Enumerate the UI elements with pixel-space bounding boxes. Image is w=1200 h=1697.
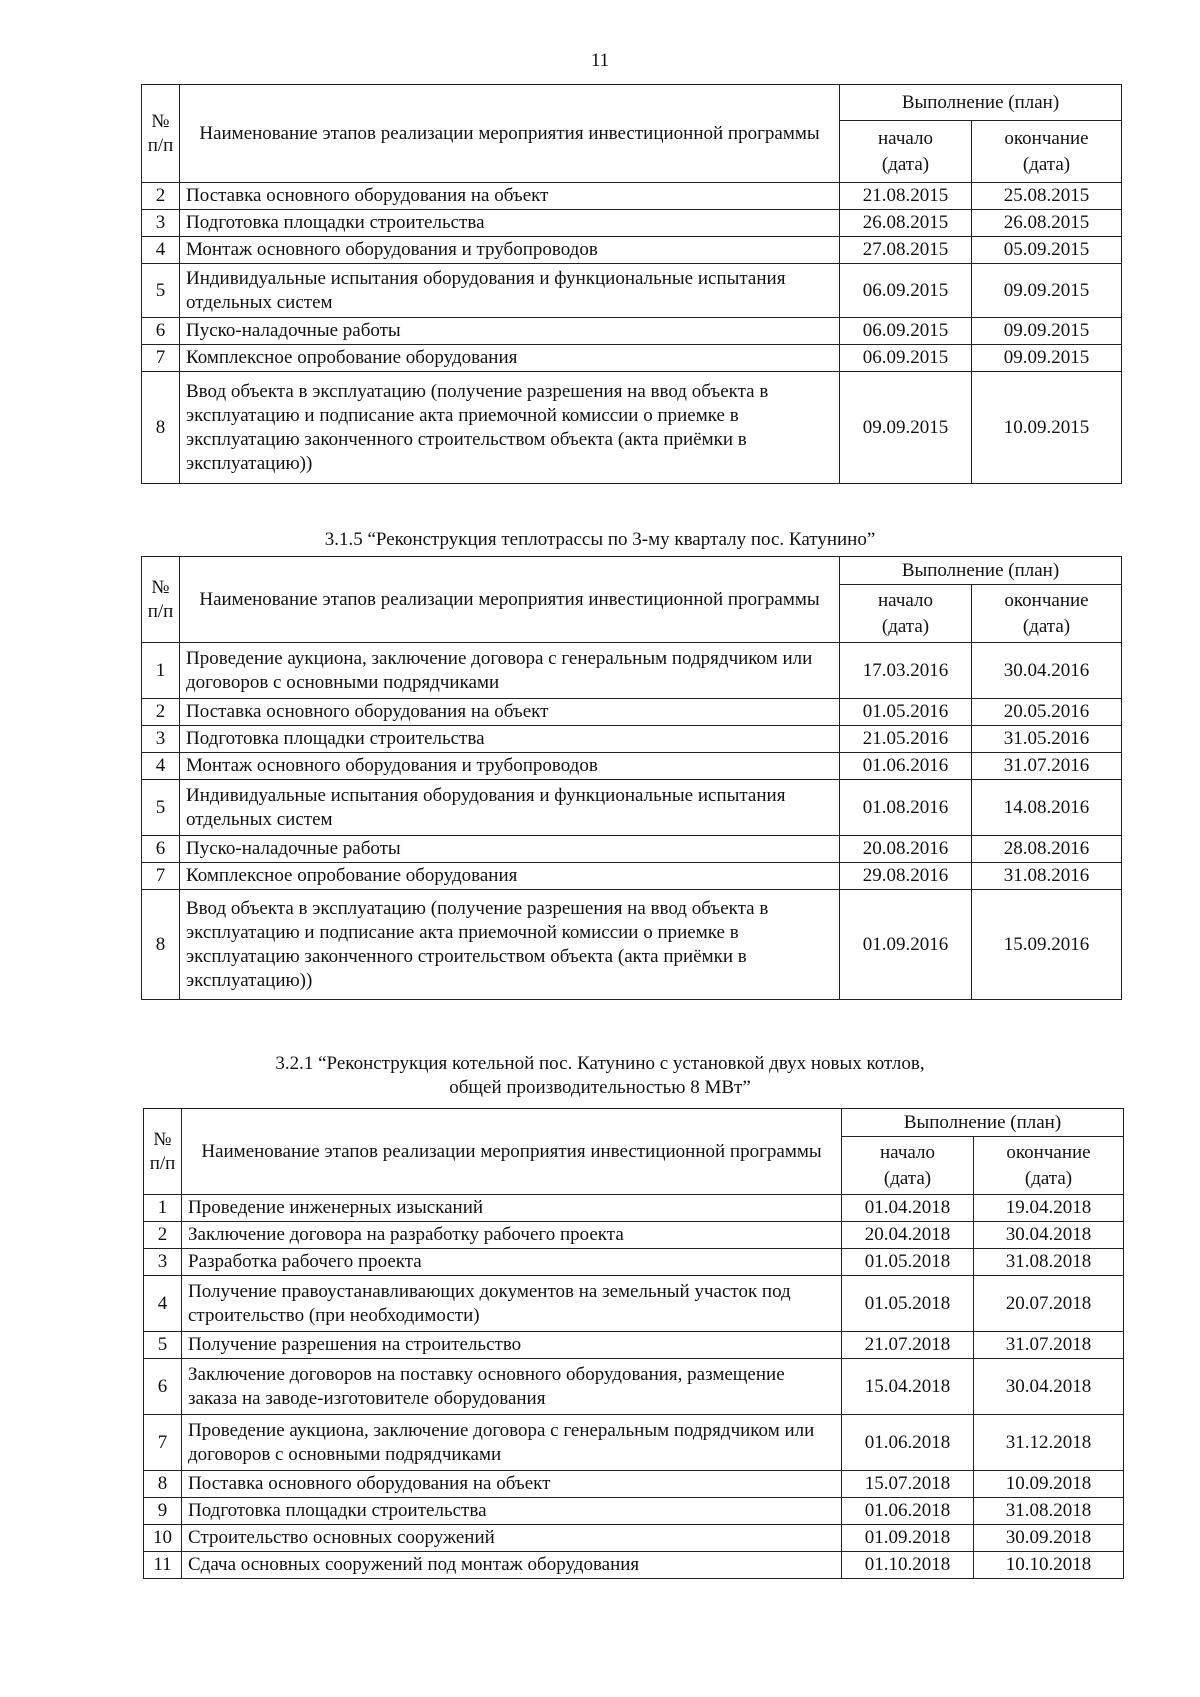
row-name: Ввод объекта в эксплуатацию (получение разрешения на ввод объекта в эксплуатацию и подписание акта приемочной комиссии о приемке в эксплуатацию законченного строительством объекта (акта приёмки в эксплуатацию))	[180, 890, 840, 1000]
row-end-date: 10.09.2015	[972, 372, 1122, 484]
header-end-unit: (дата)	[1022, 615, 1071, 637]
row-name: Разработка рабочего проекта	[182, 1249, 842, 1276]
table-row	[142, 210, 1122, 237]
row-start-date: 01.05.2018	[842, 1249, 974, 1276]
row-num: 11	[144, 1552, 182, 1579]
row-end-date: 10.10.2018	[974, 1552, 1124, 1579]
row-start-date: 15.07.2018	[842, 1471, 974, 1498]
table-row	[144, 1415, 1124, 1471]
stages-table-3-2-1	[143, 1108, 1124, 1579]
header-start-label: начало	[878, 589, 933, 611]
row-num: 8	[142, 372, 180, 484]
row-name: Поставка основного оборудования на объект	[180, 183, 840, 210]
header-start	[840, 121, 972, 183]
row-end-date: 31.07.2016	[972, 753, 1122, 780]
row-start-date: 01.05.2018	[842, 1276, 974, 1332]
row-num: 2	[142, 183, 180, 210]
row-name: Комплексное опробование оборудования	[180, 345, 840, 372]
row-name: Подготовка площадки строительства	[182, 1498, 842, 1525]
row-num: 8	[142, 890, 180, 1000]
row-name: Индивидуальные испытания оборудования и функциональные испытания отдельных систем	[180, 780, 840, 836]
row-num: 2	[142, 699, 180, 726]
table-row	[144, 1195, 1124, 1222]
row-num: 8	[144, 1471, 182, 1498]
row-end-date: 30.04.2016	[972, 643, 1122, 699]
page-number: 11	[590, 50, 610, 71]
row-num: 9	[144, 1498, 182, 1525]
row-start-date: 29.08.2016	[840, 863, 972, 890]
row-start-date: 06.09.2015	[840, 264, 972, 318]
table-row	[142, 780, 1122, 836]
row-start-date: 01.04.2018	[842, 1195, 974, 1222]
header-start	[840, 585, 972, 643]
row-end-date: 25.08.2015	[972, 183, 1122, 210]
row-name: Получение правоустанавливающих документов на земельный участок под строительство (при необходимости)	[182, 1276, 842, 1332]
table-row	[142, 237, 1122, 264]
row-num: 4	[144, 1276, 182, 1332]
table-row	[142, 836, 1122, 863]
row-name: Подготовка площадки строительства	[180, 726, 840, 753]
row-num: 7	[142, 345, 180, 372]
table-row	[142, 890, 1122, 1000]
row-num: 6	[142, 836, 180, 863]
row-end-date: 30.04.2018	[974, 1359, 1124, 1415]
row-name: Получение разрешения на строительство	[182, 1332, 842, 1359]
table-row	[144, 1552, 1124, 1579]
row-start-date: 01.06.2016	[840, 753, 972, 780]
section-title-3-2-1	[0, 1052, 1200, 1100]
row-num: 6	[144, 1359, 182, 1415]
row-end-date: 20.07.2018	[974, 1276, 1124, 1332]
row-name: Проведение инженерных изысканий	[182, 1195, 842, 1222]
table-row	[144, 1332, 1124, 1359]
row-start-date: 15.04.2018	[842, 1359, 974, 1415]
row-end-date: 09.09.2015	[972, 345, 1122, 372]
row-num: 4	[142, 237, 180, 264]
row-end-date: 26.08.2015	[972, 210, 1122, 237]
row-name: Монтаж основного оборудования и трубопроводов	[180, 237, 840, 264]
table-row	[144, 1249, 1124, 1276]
row-num: 1	[142, 643, 180, 699]
row-num: 7	[144, 1415, 182, 1471]
table-row	[144, 1222, 1124, 1249]
row-start-date: 21.08.2015	[840, 183, 972, 210]
row-num: 5	[144, 1332, 182, 1359]
row-name: Строительство основных сооружений	[182, 1525, 842, 1552]
row-name: Сдача основных сооружений под монтаж оборудования	[182, 1552, 842, 1579]
header-end	[974, 1137, 1124, 1195]
row-start-date: 01.06.2018	[842, 1415, 974, 1471]
table-row	[142, 863, 1122, 890]
row-start-date: 01.10.2018	[842, 1552, 974, 1579]
row-start-date: 17.03.2016	[840, 643, 972, 699]
row-end-date: 19.04.2018	[974, 1195, 1124, 1222]
row-end-date: 31.08.2016	[972, 863, 1122, 890]
table-row	[142, 345, 1122, 372]
row-start-date: 09.09.2015	[840, 372, 972, 484]
row-name: Заключение договоров на поставку основного оборудования, размещение заказа на заводе-изготовителе оборудования	[182, 1359, 842, 1415]
row-end-date: 30.09.2018	[974, 1525, 1124, 1552]
row-start-date: 27.08.2015	[840, 237, 972, 264]
row-num: 5	[142, 264, 180, 318]
header-num: № п/п	[142, 557, 180, 643]
row-start-date: 01.05.2016	[840, 699, 972, 726]
row-start-date: 21.05.2016	[840, 726, 972, 753]
table-row	[142, 753, 1122, 780]
table-row	[144, 1525, 1124, 1552]
header-name: Наименование этапов реализации мероприятия инвестиционной программы	[180, 557, 840, 643]
row-start-date: 06.09.2015	[840, 345, 972, 372]
row-num: 3	[144, 1249, 182, 1276]
row-start-date: 20.04.2018	[842, 1222, 974, 1249]
table-row	[142, 726, 1122, 753]
table-row	[144, 1471, 1124, 1498]
table-row	[144, 1359, 1124, 1415]
section-title-line: 3.1.5 “Реконструкция теплотрассы по 3-му кварталу пос. Катунино”	[324, 529, 876, 550]
row-start-date: 26.08.2015	[840, 210, 972, 237]
header-end	[972, 121, 1122, 183]
header-name: Наименование этапов реализации мероприятия инвестиционной программы	[182, 1109, 842, 1195]
row-num: 5	[142, 780, 180, 836]
row-num: 7	[142, 863, 180, 890]
header-start-unit: (дата)	[881, 153, 930, 175]
row-end-date: 14.08.2016	[972, 780, 1122, 836]
row-num: 2	[144, 1222, 182, 1249]
row-name: Ввод объекта в эксплуатацию (получение разрешения на ввод объекта в эксплуатацию и подписание акта приемочной комиссии о приемке в эксплуатацию законченного строительством объекта (акта приёмки в эксплуатацию))	[180, 372, 840, 484]
row-start-date: 06.09.2015	[840, 318, 972, 345]
row-name: Комплексное опробование оборудования	[180, 863, 840, 890]
row-end-date: 31.07.2018	[974, 1332, 1124, 1359]
row-num: 10	[144, 1525, 182, 1552]
section-title-line: общей производительностью 8 МВт”	[449, 1077, 751, 1098]
row-num: 3	[142, 210, 180, 237]
row-start-date: 01.06.2018	[842, 1498, 974, 1525]
row-num: 4	[142, 753, 180, 780]
row-end-date: 09.09.2015	[972, 318, 1122, 345]
row-end-date: 05.09.2015	[972, 237, 1122, 264]
section-title-line: 3.2.1 “Реконструкция котельной пос. Катунино с установкой двух новых котлов,	[275, 1053, 925, 1074]
header-end	[972, 585, 1122, 643]
row-name: Проведение аукциона, заключение договора с генеральным подрядчиком или договоров с основными подрядчиками	[180, 643, 840, 699]
row-name: Поставка основного оборудования на объект	[180, 699, 840, 726]
row-end-date: 20.05.2016	[972, 699, 1122, 726]
header-end-label: окончание	[1006, 1141, 1091, 1163]
stages-table-3-1-5	[141, 556, 1122, 1000]
row-end-date: 31.08.2018	[974, 1249, 1124, 1276]
row-end-date: 09.09.2015	[972, 264, 1122, 318]
row-end-date: 31.08.2018	[974, 1498, 1124, 1525]
row-name: Поставка основного оборудования на объект	[182, 1471, 842, 1498]
header-end-label: окончание	[1004, 589, 1089, 611]
row-end-date: 31.12.2018	[974, 1415, 1124, 1471]
header-num: № п/п	[144, 1109, 182, 1195]
row-start-date: 21.07.2018	[842, 1332, 974, 1359]
row-name: Монтаж основного оборудования и трубопроводов	[180, 753, 840, 780]
table-row	[142, 699, 1122, 726]
header-start-label: начало	[878, 127, 933, 149]
row-name: Пуско-наладочные работы	[180, 836, 840, 863]
row-num: 6	[142, 318, 180, 345]
header-name: Наименование этапов реализации мероприятия инвестиционной программы	[180, 85, 840, 183]
header-start-unit: (дата)	[883, 1167, 932, 1189]
row-name: Подготовка площадки строительства	[180, 210, 840, 237]
table-row	[144, 1498, 1124, 1525]
row-num: 3	[142, 726, 180, 753]
row-end-date: 28.08.2016	[972, 836, 1122, 863]
row-start-date: 20.08.2016	[840, 836, 972, 863]
row-end-date: 31.05.2016	[972, 726, 1122, 753]
header-execution: Выполнение (план)	[842, 1109, 1124, 1137]
table-row	[142, 264, 1122, 318]
row-start-date: 01.09.2018	[842, 1525, 974, 1552]
row-name: Проведение аукциона, заключение договора с генеральным подрядчиком или договоров с основными подрядчиками	[182, 1415, 842, 1471]
row-start-date: 01.08.2016	[840, 780, 972, 836]
table-row	[144, 1276, 1124, 1332]
section-title-3-1-5	[0, 528, 1200, 552]
header-num: № п/п	[142, 85, 180, 183]
header-execution: Выполнение (план)	[840, 557, 1122, 585]
header-start-label: начало	[880, 1141, 935, 1163]
row-end-date: 10.09.2018	[974, 1471, 1124, 1498]
row-start-date: 01.09.2016	[840, 890, 972, 1000]
table-row	[142, 183, 1122, 210]
row-end-date: 15.09.2016	[972, 890, 1122, 1000]
row-name: Индивидуальные испытания оборудования и функциональные испытания отдельных систем	[180, 264, 840, 318]
header-end-unit: (дата)	[1022, 153, 1071, 175]
header-start	[842, 1137, 974, 1195]
table-row	[142, 318, 1122, 345]
table-row	[142, 643, 1122, 699]
stages-table-continued	[141, 84, 1122, 484]
row-name: Заключение договора на разработку рабочего проекта	[182, 1222, 842, 1249]
header-end-unit: (дата)	[1024, 1167, 1073, 1189]
table-row	[142, 372, 1122, 484]
row-num: 1	[144, 1195, 182, 1222]
header-start-unit: (дата)	[881, 615, 930, 637]
row-end-date: 30.04.2018	[974, 1222, 1124, 1249]
header-execution: Выполнение (план)	[840, 85, 1122, 121]
row-name: Пуско-наладочные работы	[180, 318, 840, 345]
header-end-label: окончание	[1004, 127, 1089, 149]
